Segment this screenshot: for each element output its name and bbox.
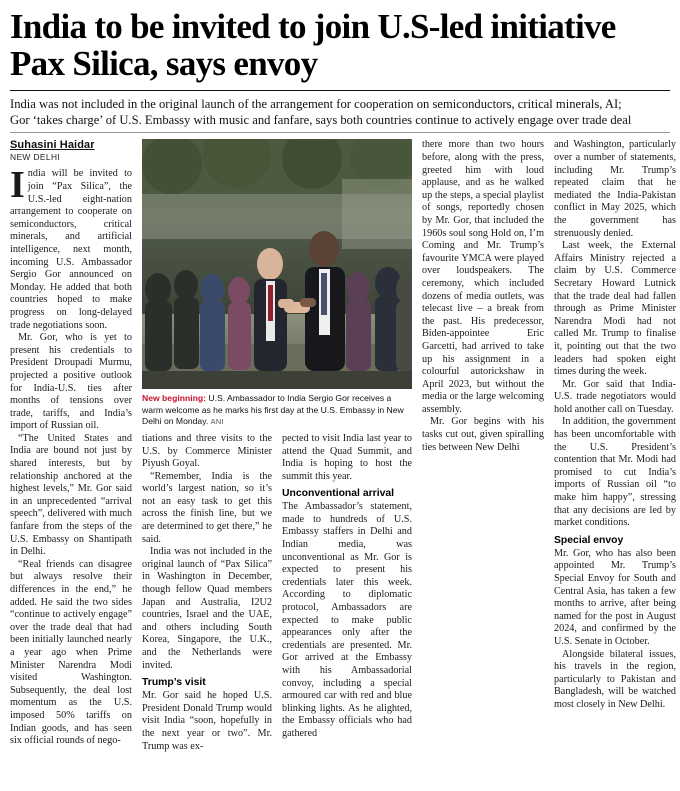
paragraph: “Real friends can disagree but always resolve their differences in the end,” he added. He said the two sides “continue to actively engage” over the trade deal that had been initially launched nearly a year ago when Prime Minister Narendra Modi visited Washington. Subsequently, the deal lost momentum as the U.S. imposed 50% tariffs on Indian goods, and has seen six official rounds of nego- bbox=[10, 558, 132, 747]
column-4 bbox=[422, 139, 544, 753]
caption-text: U.S. Ambassador to India Sergio Gor receives a warm welcome as he marks his first day at the U.S. Embassy in New Delhi on Monday. bbox=[142, 393, 404, 426]
subheading-unconventional-arrival: Unconventional arrival bbox=[282, 488, 395, 500]
standfirst-line-1: India was not included in the original launch of the arrangement for cooperation on semiconductors, critical minerals, AI; bbox=[10, 97, 622, 112]
middle-subcolumns bbox=[142, 433, 412, 753]
photo-caption bbox=[142, 393, 412, 427]
column-2 bbox=[142, 433, 272, 753]
column-4-text bbox=[422, 139, 544, 454]
paragraph: and Washington, particularly over a number of statements, including Mr. Trump’s repeated claim that he mediated the India-Pakistan conflict in May 2025, which the government has strenuously denied. bbox=[554, 139, 676, 239]
paragraph: there more than two hours before, along with the press, greeted him with loud applause, and as he walked up the steps, a special playlist of songs, reportedly chosen by Mr. Gor, that included the 1960s soul song Hold on, I’m Coming and Mr. Trump’s favourite YMCA were played over loudspeakers. The ceremony, which included dozens of media outlets, was telecast live – a break from the past. His predecessor, Biden-appointee Eric Garcetti, had arrived to take up his assignment in a colourful autorickshaw in April 2023, but without the media or the large welcoming assembly. bbox=[422, 139, 544, 415]
subheading-trumps-visit: Trump’s visit bbox=[142, 677, 206, 689]
paragraph: Alongside bilateral issues, his travels in the region, particularly to Pakistan and Bangladesh, will be watched most closely in New Delhi. bbox=[554, 648, 676, 710]
article-columns bbox=[10, 139, 676, 753]
column-middle bbox=[142, 139, 412, 753]
page-title: India to be invited to join U.S-led initiative Pax Silica, says envoy bbox=[10, 7, 616, 84]
paragraph: Mr. Gor said he hoped U.S. President Donald Trump would visit India “soon, hopefully in the next year or two”. Mr. Trump was ex- bbox=[142, 690, 272, 752]
column-3-text-lower bbox=[282, 501, 412, 740]
paragraph: “Remember, India is the world’s largest nation, so it’s not an easy task to get this across the finish line, but we are determined to get there,” he said. bbox=[142, 470, 272, 545]
paragraph: India was not included in the original launch of “Pax Silica” in Washington in December, though fellow Quad members Japan and Australia, I2U2 countries, Israel and the UAE, and others including South Korea, Singapore, the U.K., and the Netherlands were invited. bbox=[142, 546, 272, 671]
standfirst bbox=[10, 96, 670, 128]
photo-block bbox=[142, 139, 412, 427]
subheading-special-envoy: Special envoy bbox=[554, 534, 624, 546]
paragraph: Last week, the External Affairs Ministry rejected a claim by U.S. Commerce Secretary Howard Lutnick that the trade deal had fallen through as Prime Minister Narendra Modi had not called Mr. Trump to finalise it, pointing out that the two leaders had spoken eight times during the week. bbox=[554, 240, 676, 378]
caption-lede: New beginning: bbox=[142, 393, 206, 404]
paragraph: Mr. Gor begins with his tasks cut out, given spiralling ties between New Delhi bbox=[422, 416, 544, 453]
column-2-text bbox=[142, 433, 272, 672]
column-5-text-lower bbox=[554, 548, 676, 712]
photo-credit: ANI bbox=[210, 416, 224, 426]
paragraph: tiations and three visits to the U.S. by Commerce Minister Piyush Goyal. bbox=[142, 432, 272, 470]
photo-illustration bbox=[142, 139, 412, 389]
column-5-text bbox=[554, 139, 676, 529]
paragraph: Mr. Gor, who has also been appointed Mr. Trump’s Special Envoy for South and Central Asia, has taken a few months to arrive, after being named for the post in August 2024, and confirmed by the U.S. Senate in October. bbox=[554, 547, 676, 647]
news-photo bbox=[142, 139, 412, 389]
divider-under-standfirst bbox=[10, 132, 670, 133]
column-1 bbox=[10, 139, 132, 753]
byline-author[interactable]: Suhasini Haidar bbox=[10, 139, 95, 152]
column-2-text-lower bbox=[142, 690, 272, 753]
divider-under-headline bbox=[10, 90, 670, 91]
paragraph: In addition, the government has been uncomfortable with the U.S. President’s contention that Mr. Modi had promised to cut India’s imports of Russian oil “to make him happy”, stressing that any decisions are led by market conditions. bbox=[554, 416, 676, 529]
column-3-text bbox=[282, 433, 412, 483]
column-5 bbox=[554, 139, 676, 753]
paragraph: pected to visit India last year to attend the Quad Summit, and India is hoping to host the summit this year. bbox=[282, 432, 412, 482]
paragraph: Mr. Gor said that India-U.S. trade negotiators would hold another call on Tuesday. bbox=[554, 378, 676, 415]
paragraph: Mr. Gor, who is yet to present his credentials to President Droupadi Murmu, projected a positive outlook for India-U.S. ties after months of tensions over trade, tariffs, and India’s import of Russian oil. bbox=[10, 332, 132, 432]
paragraph: The Ambassador’s statement, made to hundreds of U.S. Embassy staffers in Delhi and Indian media, was unconventional as Mr. Gor is expected to present his credentials later this week. According to diplomatic protocol, Ambassadors are expected to make public appearances only after the credentials are presented. Mr. Gor arrived at the Embassy with his Ambassadorial convoy, including a special armoured car with red and blue blinking lights. As he alighted, the Embassy officials who had gathered bbox=[282, 501, 412, 739]
byline-dateline: NEW DELHI bbox=[10, 152, 61, 163]
standfirst-line-2: Gor ‘takes charge’ of U.S. Embassy with music and fanfare, says both countries continue to actively engage over trade deal bbox=[10, 113, 632, 128]
column-3 bbox=[282, 433, 412, 753]
paragraph: “The United States and India are bound not just by shared interests, but by relationship anchored at the highest levels,” Mr. Gor said in an unprecedented “arrival speech”, delivered with much fanfare from the steps of the U.S. Embassy on Shantipath in Delhi. bbox=[10, 432, 132, 558]
paragraph: India will be invited to join “Pax Silica”, the U.S.-led eight-nation arrangement to cooperate on semiconductors, critical minerals, and artificial intelligence, next month, incoming U.S. Ambassador Sergio Gor announced on Monday. He added that both countries hoped to make progress on long-delayed trade negotiations soon. bbox=[10, 164, 132, 331]
column-1-text bbox=[10, 164, 132, 747]
